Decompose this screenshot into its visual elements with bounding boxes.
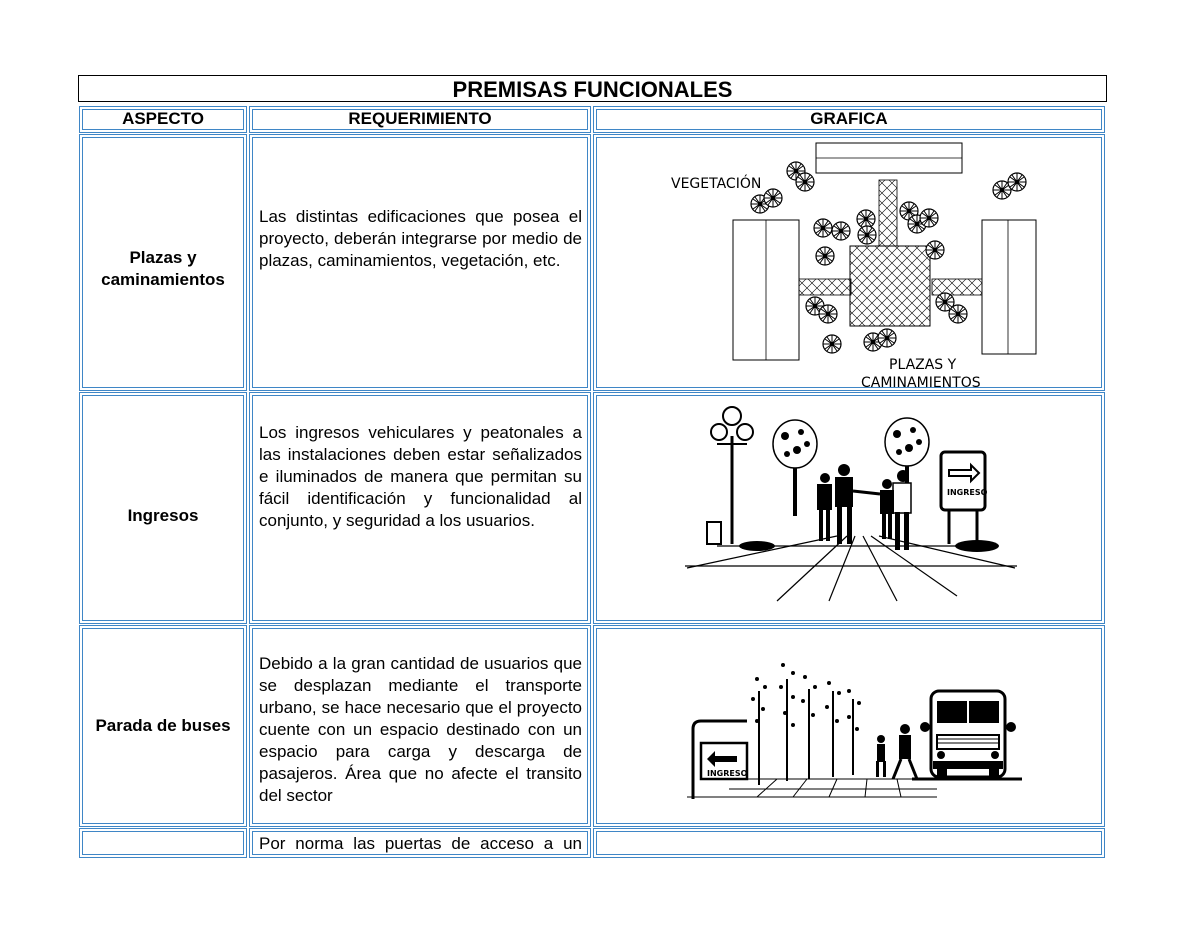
row-ingresos-requirement — [249, 392, 591, 624]
header-requirement — [249, 106, 591, 133]
row-plazas-requirement — [249, 134, 591, 391]
entrance-illustration — [597, 396, 1101, 620]
row-4-graphic — [593, 828, 1105, 858]
row-4-aspect — [79, 828, 247, 858]
aspect-label: Plazas y caminamientos — [101, 247, 225, 289]
header-graphic — [593, 106, 1105, 133]
requirement-text: Las distintas edificaciones que posea el proyecto, deberán integrarse por medio de plazas, caminamientos, vegetación, etc. — [259, 207, 582, 270]
row-ingresos-aspect — [79, 392, 247, 624]
header-graphic-label: GRAFICA — [810, 109, 888, 128]
plazas-label-line1: PLAZAS Y — [889, 357, 957, 373]
requirement-text: Los ingresos vehiculares y peatonales a las instalaciones deben estar señalizados e iluminados de manera que permitan su fácil identificación y funcionalidad al conjunto, y seguridad a los usuarios. — [259, 423, 582, 530]
page-title: PREMISAS FUNCIONALES — [78, 75, 1107, 102]
row-4-requirement — [249, 828, 591, 858]
plazas-label-line2: CAMINAMIENTOS — [861, 375, 981, 387]
vegetation-label: VEGETACIÓN — [671, 176, 762, 192]
header-aspect-label: ASPECTO — [122, 109, 204, 128]
plazas-diagram — [597, 138, 1101, 387]
requirement-text: Debido a la gran cantidad de usuarios que se desplazan mediante el transporte urbano, se hace necesario que el proyecto cuente con un espacio destinado con un espacio para carga y descarga de pasajeros. Área que no afecte el transito del sector — [259, 654, 582, 805]
row-buses-graphic — [593, 625, 1105, 827]
row-plazas-graphic — [593, 134, 1105, 391]
ingreso-sign-label: INGRESO — [707, 769, 748, 778]
ingreso-sign-label: INGRESO — [947, 488, 988, 497]
row-buses-requirement — [249, 625, 591, 827]
row-plazas-aspect — [79, 134, 247, 391]
aspect-label: Ingresos — [127, 506, 199, 525]
header-aspect — [79, 106, 247, 133]
bus-stop-illustration — [597, 629, 1101, 823]
header-requirement-label: REQUERIMIENTO — [348, 109, 492, 128]
aspect-label: Parada de buses — [95, 716, 231, 735]
row-ingresos-graphic — [593, 392, 1105, 624]
requirement-text: Por norma las puertas de acceso a un — [259, 834, 582, 853]
row-buses-aspect — [79, 625, 247, 827]
